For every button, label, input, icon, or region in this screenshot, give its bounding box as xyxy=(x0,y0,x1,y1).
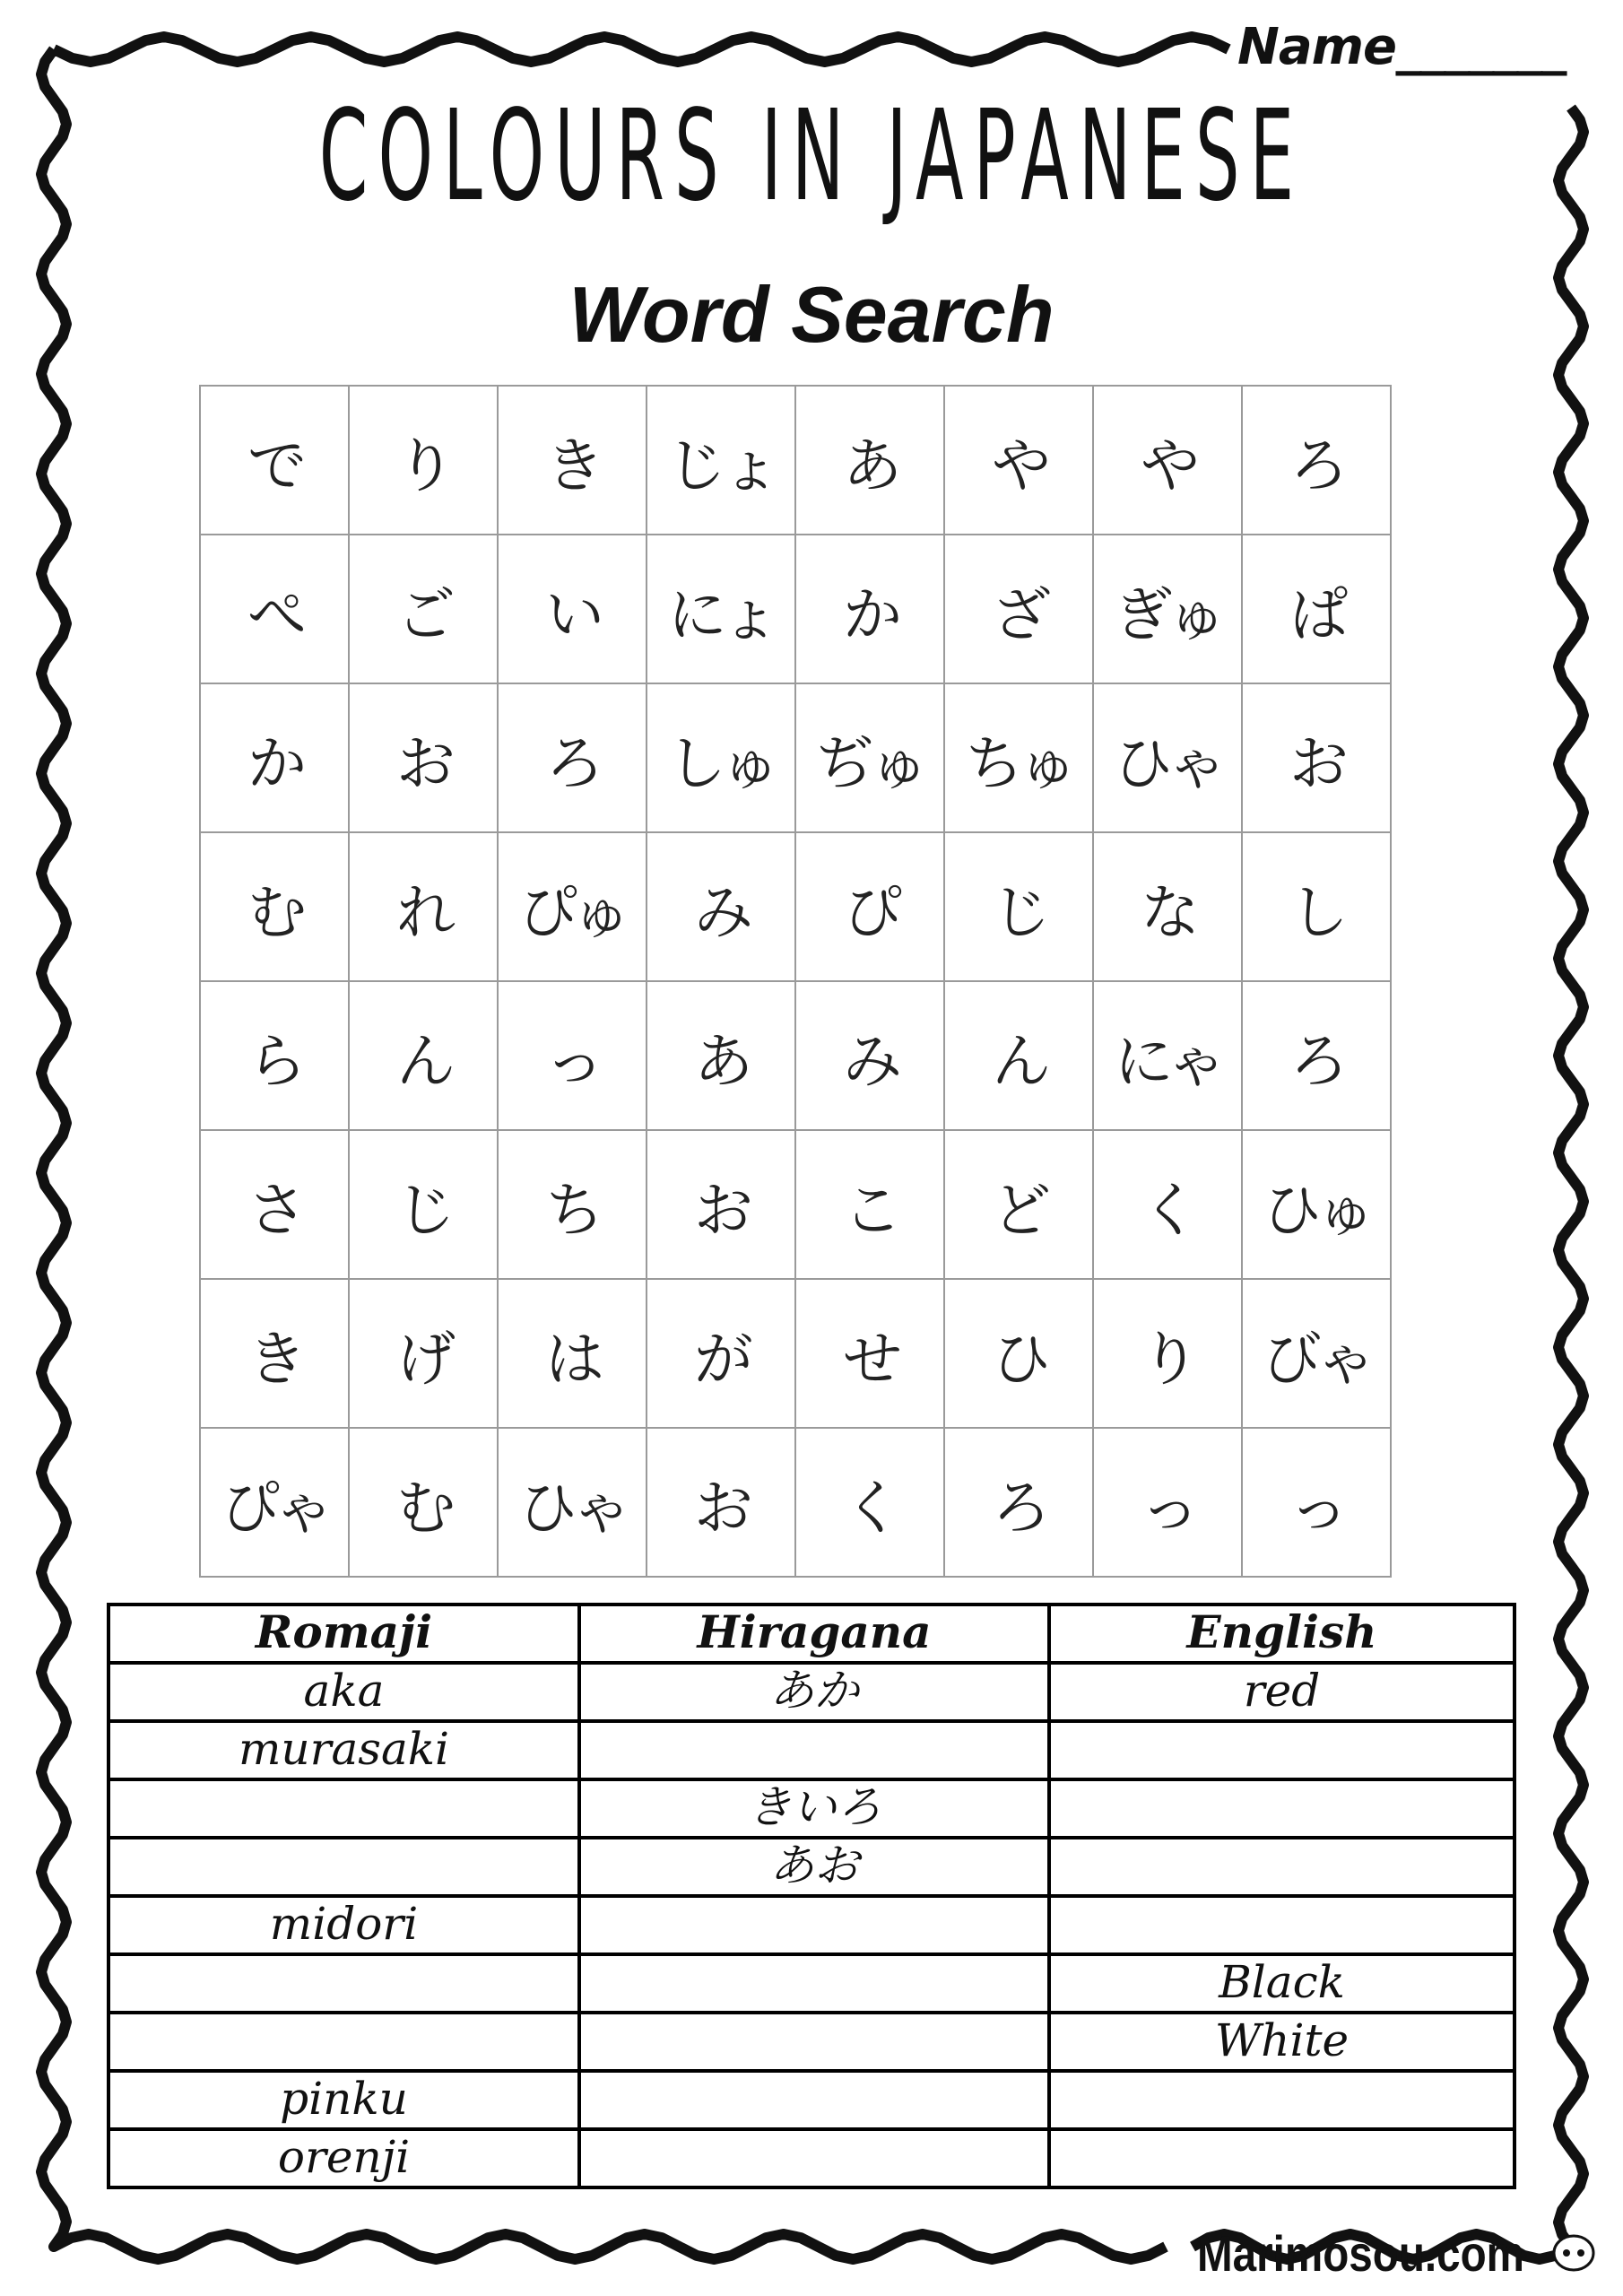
grid-cell[interactable]: は xyxy=(498,1279,647,1428)
hiragana-cell[interactable]: あか xyxy=(579,1663,1049,1721)
hiragana-cell[interactable] xyxy=(579,1954,1049,2013)
romaji-cell[interactable]: orenji xyxy=(108,2129,579,2187)
hiragana-cell[interactable]: きいろ xyxy=(579,1779,1049,1838)
grid-cell[interactable]: ぎゅ xyxy=(1093,535,1242,683)
grid-cell[interactable]: あ xyxy=(795,386,944,535)
grid-cell[interactable]: ろ xyxy=(498,683,647,832)
table-row xyxy=(108,2013,1515,2071)
grid-cell[interactable]: ん xyxy=(349,981,498,1130)
grid-cell[interactable]: にゃ xyxy=(1093,981,1242,1130)
romaji-cell[interactable] xyxy=(108,1954,579,2013)
romaji-cell[interactable]: pinku xyxy=(108,2071,579,2129)
grid-cell[interactable]: さ xyxy=(200,1130,349,1279)
grid-cell[interactable]: か xyxy=(795,535,944,683)
grid-cell[interactable]: ぴゃ xyxy=(200,1428,349,1577)
table-row xyxy=(108,1838,1515,1896)
grid-cell[interactable]: し xyxy=(1242,832,1391,981)
grid-cell[interactable]: ぴゅ xyxy=(498,832,647,981)
romaji-cell[interactable]: aka xyxy=(108,1663,579,1721)
english-cell[interactable]: Black xyxy=(1049,1954,1515,2013)
grid-cell[interactable]: ぺ xyxy=(200,535,349,683)
column-header: Hiragana xyxy=(579,1605,1049,1663)
grid-cell[interactable]: ひ xyxy=(944,1279,1093,1428)
column-header: Romaji xyxy=(108,1605,579,1663)
grid-cell[interactable]: り xyxy=(1093,1279,1242,1428)
table-row xyxy=(108,1896,1515,1954)
grid-row xyxy=(200,1428,1391,1577)
english-cell[interactable] xyxy=(1049,1721,1515,1779)
table-header-row xyxy=(108,1605,1515,1663)
hiragana-cell[interactable] xyxy=(579,2071,1049,2129)
marimo-mascot-icon xyxy=(1551,2233,1596,2273)
grid-cell[interactable]: ら xyxy=(200,981,349,1130)
grid-cell[interactable]: じ xyxy=(944,832,1093,981)
grid-cell[interactable]: む xyxy=(349,1428,498,1577)
grid-cell[interactable]: げ xyxy=(349,1279,498,1428)
hiragana-cell[interactable] xyxy=(579,2129,1049,2187)
grid-cell[interactable]: み xyxy=(647,832,795,981)
grid-cell[interactable]: り xyxy=(349,386,498,535)
grid-cell[interactable]: こ xyxy=(795,1130,944,1279)
grid-row xyxy=(200,1130,1391,1279)
grid-row xyxy=(200,535,1391,683)
hiragana-cell[interactable]: あお xyxy=(579,1838,1049,1896)
grid-row xyxy=(200,981,1391,1130)
romaji-cell[interactable] xyxy=(108,2013,579,2071)
word-search-grid xyxy=(199,385,1392,1578)
page-subtitle: Word Search xyxy=(568,270,1055,359)
grid-cell[interactable]: く xyxy=(795,1428,944,1577)
grid-cell[interactable]: ひゃ xyxy=(498,1428,647,1577)
grid-cell[interactable]: ろ xyxy=(1242,386,1391,535)
romaji-cell[interactable]: murasaki xyxy=(108,1721,579,1779)
grid-row xyxy=(200,832,1391,981)
grid-cell[interactable]: っ xyxy=(1093,1428,1242,1577)
table-row xyxy=(108,1954,1515,2013)
grid-cell[interactable]: で xyxy=(200,386,349,535)
english-cell[interactable]: White xyxy=(1049,2013,1515,2071)
grid-cell[interactable]: や xyxy=(944,386,1093,535)
grid-cell[interactable]: ろ xyxy=(1242,981,1391,1130)
grid-cell[interactable]: ぱ xyxy=(1242,535,1391,683)
grid-cell[interactable]: く xyxy=(1093,1130,1242,1279)
english-cell[interactable] xyxy=(1049,2071,1515,2129)
grid-cell[interactable]: か xyxy=(200,683,349,832)
grid-cell[interactable]: ざ xyxy=(944,535,1093,683)
romaji-cell[interactable]: midori xyxy=(108,1896,579,1954)
grid-cell[interactable]: ど xyxy=(944,1130,1093,1279)
grid-cell[interactable]: む xyxy=(200,832,349,981)
table-row xyxy=(108,2071,1515,2129)
grid-cell[interactable]: あ xyxy=(647,981,795,1130)
english-cell[interactable] xyxy=(1049,1779,1515,1838)
grid-cell[interactable]: っ xyxy=(498,981,647,1130)
grid-cell[interactable]: お xyxy=(647,1130,795,1279)
english-cell[interactable]: red xyxy=(1049,1663,1515,1721)
grid-cell[interactable]: ぢゅ xyxy=(795,683,944,832)
grid-cell[interactable]: ち xyxy=(498,1130,647,1279)
grid-cell[interactable]: お xyxy=(647,1428,795,1577)
grid-cell[interactable]: お xyxy=(349,683,498,832)
grid-cell[interactable]: じょ xyxy=(647,386,795,535)
table-row xyxy=(108,1663,1515,1721)
hiragana-cell[interactable] xyxy=(579,1721,1049,1779)
grid-cell[interactable]: っ xyxy=(1242,1428,1391,1577)
hiragana-cell[interactable] xyxy=(579,1896,1049,1954)
grid-cell[interactable]: い xyxy=(498,535,647,683)
grid-cell[interactable]: しゅ xyxy=(647,683,795,832)
grid-cell[interactable]: や xyxy=(1093,386,1242,535)
grid-cell[interactable]: じ xyxy=(349,1130,498,1279)
grid-row xyxy=(200,683,1391,832)
hiragana-cell[interactable] xyxy=(579,2013,1049,2071)
grid-cell[interactable]: き xyxy=(498,386,647,535)
english-cell[interactable] xyxy=(1049,2129,1515,2187)
vocabulary-table xyxy=(107,1603,1516,2189)
grid-row xyxy=(200,386,1391,535)
grid-cell[interactable]: な xyxy=(1093,832,1242,981)
grid-cell[interactable]: ん xyxy=(944,981,1093,1130)
grid-cell[interactable]: れ xyxy=(349,832,498,981)
english-cell[interactable] xyxy=(1049,1896,1515,1954)
grid-row xyxy=(200,1279,1391,1428)
romaji-cell[interactable] xyxy=(108,1779,579,1838)
grid-cell[interactable]: ぴ xyxy=(795,832,944,981)
grid-cell[interactable]: ろ xyxy=(944,1428,1093,1577)
grid-cell[interactable]: ひゃ xyxy=(1093,683,1242,832)
column-header: English xyxy=(1049,1605,1515,1663)
page-title: COLOURS IN JAPANESE xyxy=(318,83,1305,230)
table-row xyxy=(108,1721,1515,1779)
grid-cell[interactable]: き xyxy=(200,1279,349,1428)
grid-cell[interactable]: ひゅ xyxy=(1242,1130,1391,1279)
table-row xyxy=(108,1779,1515,1838)
name-field-label: Name_______ xyxy=(1237,18,1566,76)
brand-logo-text: Marimosou.com xyxy=(1197,2225,1524,2282)
grid-cell[interactable]: ちゅ xyxy=(944,683,1093,832)
grid-cell[interactable]: にょ xyxy=(647,535,795,683)
english-cell[interactable] xyxy=(1049,1838,1515,1896)
table-row xyxy=(108,2129,1515,2187)
grid-cell[interactable]: が xyxy=(647,1279,795,1428)
grid-cell[interactable]: せ xyxy=(795,1279,944,1428)
romaji-cell[interactable] xyxy=(108,1838,579,1896)
grid-cell[interactable]: お xyxy=(1242,683,1391,832)
grid-cell[interactable]: ご xyxy=(349,535,498,683)
grid-cell[interactable]: びゃ xyxy=(1242,1279,1391,1428)
grid-cell[interactable]: み xyxy=(795,981,944,1130)
